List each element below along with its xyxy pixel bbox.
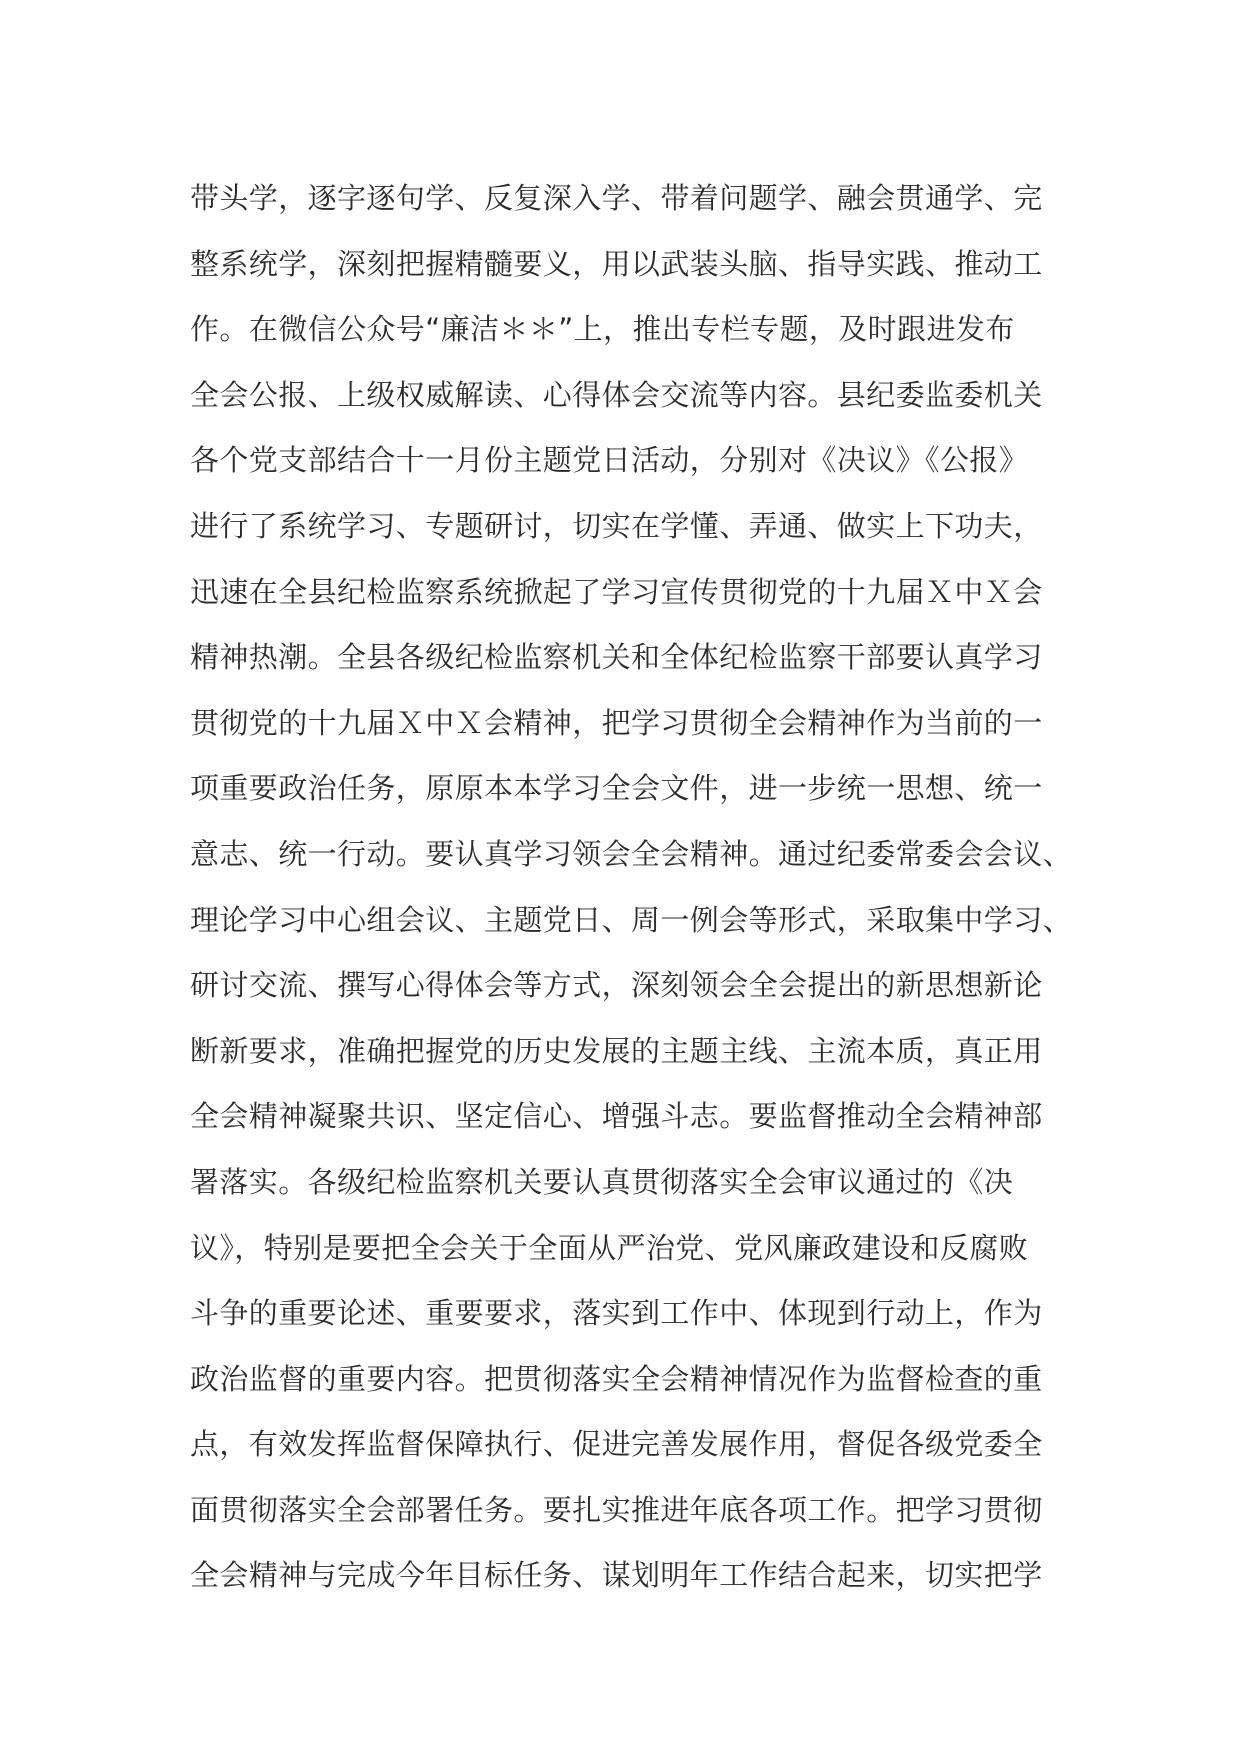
text-line: 署落实。各级纪检监察机关要认真贯彻落实全会审议通过的《决	[190, 1164, 1014, 1199]
text-line: 点，有效发挥监督保障执行、促进完善发展作用，督促各级党委全	[190, 1427, 1043, 1462]
text-line: 政治监督的重要内容。把贯彻落实全会精神情况作为监督检查的重	[190, 1361, 1043, 1396]
text-line: 全会公报、上级权威解读、心得体会交流等内容。县纪委监委机关	[190, 377, 1043, 412]
text-line: 整系统学，深刻把握精髓要义，用以武装头脑、指导实践、推动工	[190, 246, 1043, 281]
text-line: 带头学，逐字逐句学、反复深入学、带着问题学、融会贯通学、完	[190, 181, 1043, 215]
text-line: 全会精神与完成今年目标任务、谋划明年工作结合起来，切实把学	[190, 1558, 1043, 1593]
text-line: 贯彻党的十九届Ｘ中Ｘ会精神，把学习贯彻全会精神作为当前的一	[190, 705, 1043, 740]
text-line: 各个党支部结合十一月份主题党日活动，分别对《决议》《公报》	[190, 443, 1029, 478]
text-line: 迅速在全县纪检监察系统掀起了学习宣传贯彻党的十九届Ｘ中Ｘ会	[190, 574, 1043, 609]
text-line: 断新要求，准确把握党的历史发展的主题主线、主流本质，真正用	[190, 1033, 1043, 1068]
text-line: 精神热潮。全县各级纪检监察机关和全体纪检监察干部要认真学习	[190, 640, 1043, 675]
text-line: 全会精神凝聚共识、坚定信心、增强斗志。要监督推动全会精神部	[190, 1099, 1043, 1134]
text-line: 斗争的重要论述、重要要求，落实到工作中、体现到行动上，作为	[190, 1296, 1043, 1331]
text-line: 面贯彻落实全会部署任务。要扎实推进年底各项工作。把学习贯彻	[190, 1492, 1043, 1527]
text-line: 议》，特别是要把全会关于全面从严治党、党风廉政建设和反腐败	[190, 1230, 1029, 1265]
text-line: 理论学习中心组会议、主题党日、周一例会等形式，采取集中学习、	[190, 902, 1073, 937]
text-line: 作。在微信公众号“廉洁＊＊”上，推出专栏专题，及时跟进发布	[190, 312, 1015, 347]
text-line: 研讨交流、撰写心得体会等方式，深刻领会全会提出的新思想新论	[190, 968, 1043, 1003]
text-line: 项重要政治任务，原原本本学习全会文件，进一步统一思想、统一	[190, 771, 1043, 806]
body-paragraph	[190, 166, 1073, 1609]
text-line: 意志、统一行动。要认真学习领会全会精神。通过纪委常委会会议、	[190, 836, 1073, 871]
text-line: 进行了系统学习、专题研讨，切实在学懂、弄通、做实上下功夫，	[190, 508, 1043, 543]
